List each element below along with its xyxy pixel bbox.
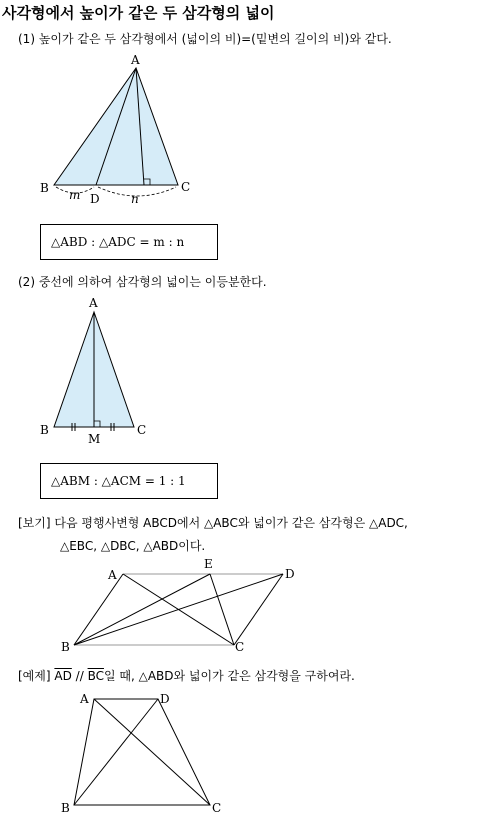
exercise-text <box>18 667 355 684</box>
label-b3: B <box>61 640 70 654</box>
segment-be <box>74 574 210 645</box>
label-e3: E <box>204 557 213 571</box>
label-b: B <box>40 181 49 195</box>
diagonal-ac4 <box>94 699 210 805</box>
label-b2: B <box>40 423 49 437</box>
label-c2: C <box>137 423 147 437</box>
figure1-triangle <box>40 53 190 206</box>
page-title: 사각형에서 높이가 같은 두 삼각형의 넓이 <box>2 4 275 22</box>
label-a2: A <box>89 296 98 310</box>
formula-2: △ABM : △ACM = 1 : 1 <box>51 474 186 488</box>
label-c3: C <box>235 640 245 654</box>
label-c: C <box>181 180 191 194</box>
figure4-trapezoid <box>61 692 221 814</box>
label-a4: A <box>80 692 89 706</box>
figure2-triangle <box>40 296 146 446</box>
label-d3: D <box>285 567 295 581</box>
label-a: A <box>131 53 140 67</box>
label-n: n <box>131 192 139 206</box>
label-d: D <box>90 192 100 206</box>
side-ab <box>74 574 123 645</box>
parallel-symbol: // <box>71 669 88 683</box>
segment-ec <box>210 574 234 645</box>
side-dc <box>234 574 283 645</box>
segment-bc-label: $\overline{BC}$ <box>87 669 104 683</box>
diagonal-bd4 <box>74 699 158 805</box>
label-c4: C <box>212 801 222 814</box>
formula-box-2 <box>40 463 218 499</box>
exercise-suffix: 일 때, △ABD와 넓이가 같은 삼각형을 구하여라. <box>103 669 355 683</box>
label-d4: D <box>160 692 170 706</box>
exercise-prefix: [예제] <box>18 669 51 683</box>
figure3-parallelogram <box>61 557 295 654</box>
diagonal-bd <box>74 574 283 645</box>
example-line-1: [보기] 다음 평행사변형 ABCD에서 △ABC와 넓이가 같은 삼각형은 △ADC, <box>18 516 408 530</box>
label-b4: B <box>61 801 70 814</box>
item1-text: (1) 높이가 같은 두 삼각형에서 (넓이의 비)=(밑변의 길이의 비)와 같다. <box>18 32 392 46</box>
formula-box-1 <box>40 224 218 260</box>
example-line-2: △EBC, △DBC, △ABD이다. <box>60 539 206 553</box>
label-m: m <box>69 188 81 202</box>
formula-1: △ABD : △ADC = m : n <box>51 235 185 249</box>
label-a3: A <box>108 568 117 582</box>
trapezoid-outline <box>74 699 210 805</box>
label-m2: M <box>88 432 101 446</box>
item2-text: (2) 중선에 의하여 삼각형의 넓이는 이등분한다. <box>18 275 267 289</box>
segment-ad-label: $\overline{AD}$ <box>54 669 72 683</box>
